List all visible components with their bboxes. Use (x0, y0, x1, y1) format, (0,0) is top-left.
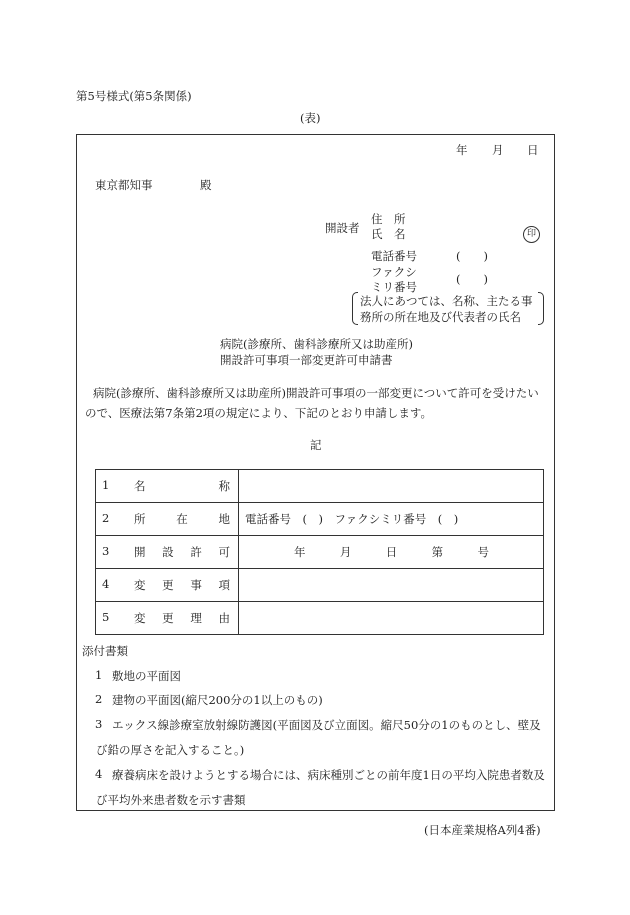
document-title-line1: 病院(診療所、歯科診療所又は助産所) (220, 337, 413, 351)
fax-label-1: ファクシ (371, 265, 417, 279)
row-label: 事 (190, 578, 202, 592)
attachment-text-continued: び鉛の厚さを記入すること。) (96, 743, 245, 757)
row-label: 在 (176, 512, 188, 526)
attachment-number: 4 (95, 767, 103, 781)
row-label: 可 (218, 545, 230, 559)
body-text-line2: ので、医療法第7条第2項の規定により、下記のとおり申請します。 (85, 406, 432, 420)
detail-table (95, 469, 544, 635)
date-year: 年 (456, 143, 468, 157)
row-label: 設 (162, 545, 174, 559)
attachment-text: 敷地の平面図 (112, 669, 181, 683)
row-label: 地 (218, 512, 230, 526)
table-row (96, 503, 544, 536)
attachment-text-continued: び平均外来患者数を示す書類 (96, 793, 246, 807)
row-number: 4 (102, 577, 110, 591)
row-label: 所 (134, 512, 146, 526)
row-number: 1 (102, 478, 110, 492)
body-text-line1: 病院(診療所、歯科診療所又は助産所)開設許可事項の一部変更について許可を受けたい (93, 386, 539, 400)
fax-label-2: ミリ番号 (371, 280, 417, 294)
seal-mark: 印 (523, 226, 540, 243)
attachments-heading: 添付書類 (82, 644, 128, 658)
phone-paren: ( ) (456, 249, 488, 263)
row-label: 更 (162, 578, 174, 592)
permit-year: 年 (294, 545, 306, 559)
location-value-cell[interactable]: 電話番号 ( ) ファクシミリ番号 ( ) (239, 503, 544, 536)
attachment-number: 1 (95, 668, 103, 682)
ki-heading: 記 (310, 438, 322, 452)
row-label: 称 (218, 479, 230, 493)
attachment-text: 療養病床を設けようとする場合には、病床種別ごとの前年度1日の平均入院患者数及 (112, 768, 545, 782)
attachment-text: 建物の平面図(縮尺200分の1以上のもの) (112, 693, 323, 707)
document-title-line2: 開設許可事項一部変更許可申請書 (220, 353, 393, 367)
applicant-name-label: 氏 名 (371, 227, 406, 241)
corporate-note-line1: 法人にあつては、名称、主たる事 (360, 294, 533, 308)
permit-no-prefix: 第 (431, 545, 444, 559)
row-label: 名 (134, 479, 146, 493)
table-row (96, 470, 544, 503)
permit-no-suffix: 号 (477, 545, 489, 559)
row-label: 更 (162, 611, 174, 625)
applicant-label: 開設者 (325, 221, 360, 235)
row-label: 変 (134, 611, 146, 625)
change-reason-value-cell[interactable] (239, 602, 544, 635)
name-value-cell[interactable] (239, 470, 544, 503)
paper-size-note: (日本産業規格A列4番) (424, 823, 541, 837)
addressee-name: 東京都知事 (95, 178, 153, 192)
corporate-note-line2: 務所の所在地及び代表者の氏名 (360, 310, 521, 324)
row-number: 3 (102, 544, 110, 558)
date-month: 月 (492, 143, 504, 157)
row-label: 許 (190, 545, 202, 559)
attachment-text: エックス線診療室放射線防護図(平面図及び立面図。縮尺50分の1のものとし、壁及 (112, 718, 541, 732)
form-number: 第5号様式(第5条関係) (76, 89, 192, 103)
permit-day: 日 (385, 545, 398, 559)
side-label: (表) (300, 111, 321, 125)
permit-month: 月 (339, 545, 352, 559)
table-row (96, 536, 544, 569)
row-label: 項 (218, 578, 230, 592)
row-label: 開 (134, 545, 146, 559)
permit-value-cell[interactable] (239, 536, 544, 569)
applicant-address-label: 住 所 (371, 212, 406, 226)
date-day: 日 (527, 143, 539, 157)
row-number: 5 (102, 610, 110, 624)
attachment-number: 2 (95, 692, 103, 706)
change-item-value-cell[interactable] (239, 569, 544, 602)
table-row (96, 569, 544, 602)
addressee-honorific: 殿 (200, 178, 212, 192)
fax-paren: ( ) (456, 272, 488, 286)
attachment-number: 3 (95, 717, 103, 731)
row-label: 由 (218, 611, 230, 625)
row-label: 変 (134, 578, 146, 592)
row-number: 2 (102, 511, 110, 525)
row-label: 理 (190, 611, 202, 625)
phone-label: 電話番号 (371, 249, 417, 263)
table-row (96, 602, 544, 635)
